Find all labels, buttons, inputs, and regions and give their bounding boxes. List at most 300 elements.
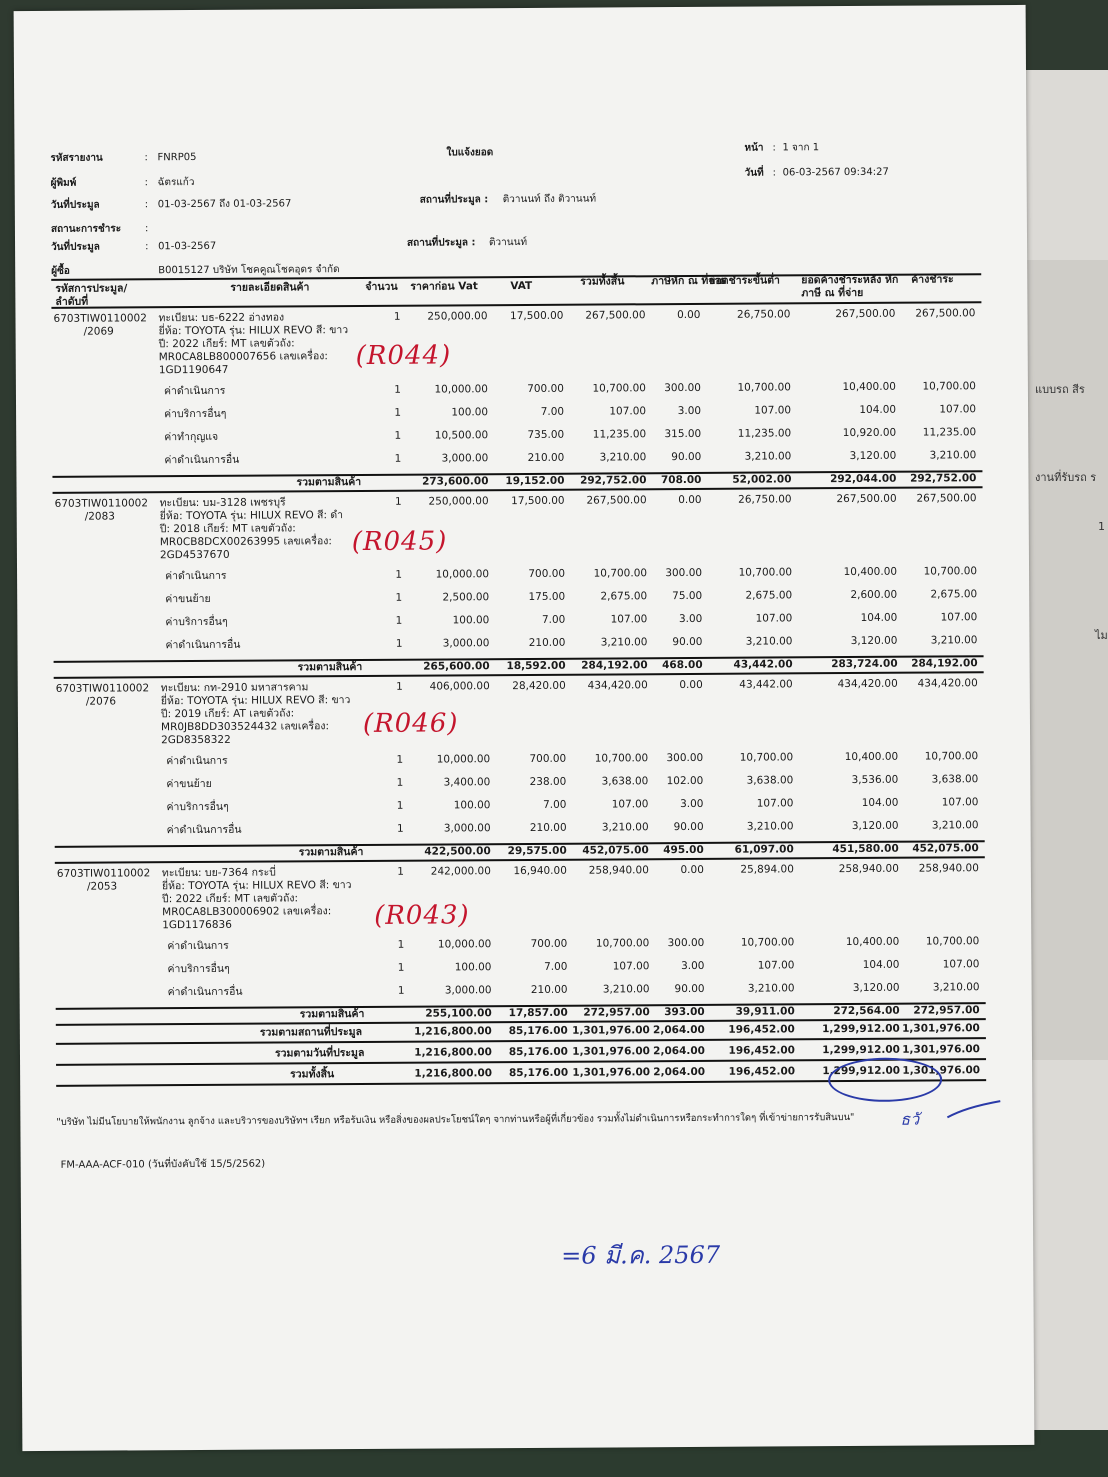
- table-cell: 10,700.00: [923, 565, 978, 578]
- lot-seq: /2053: [86, 880, 118, 893]
- table-cell: 16,940.00: [513, 864, 567, 878]
- table-cell: 43,442.00: [733, 658, 793, 671]
- table-cell: 196,452.00: [728, 1065, 796, 1078]
- table-cell: 10,700.00: [925, 935, 980, 948]
- table-cell: 107.00: [757, 959, 795, 972]
- lot-seq: /2069: [83, 325, 114, 338]
- table-cell: 3,210.00: [602, 983, 650, 996]
- table-cell: 104.00: [860, 611, 898, 624]
- column-header: ยอดชำระขั้นต่ำ: [709, 274, 780, 287]
- lot-description-line: MR0JB8DD303524432 เลขเครื่อง:: [160, 720, 330, 734]
- table-cell: 0.00: [680, 863, 704, 877]
- lot-code: 6703TIW0110002: [54, 497, 149, 510]
- table-cell: 10,400.00: [844, 750, 899, 764]
- table-cell: 90.00: [673, 820, 704, 834]
- table-cell: 283,724.00: [831, 657, 898, 671]
- table-cell: 52,002.00: [732, 473, 792, 486]
- table-cell: 434,420.00: [837, 677, 898, 691]
- table-cell: 100.00: [453, 799, 491, 812]
- location-range: ติวานนท์ ถึง ติวานนท์: [502, 193, 597, 206]
- table-cell: 107.00: [942, 958, 980, 971]
- table-cell: 7.00: [541, 613, 566, 626]
- table-cell: 265,600.00: [423, 660, 490, 673]
- table-cell: 1: [396, 822, 404, 835]
- table-cell: 1: [396, 799, 404, 812]
- table-cell: 238.00: [529, 775, 567, 788]
- table-cell: 107.00: [612, 960, 650, 973]
- table-cell: 90.00: [674, 982, 705, 996]
- subtotal-label: รวมตามสินค้า: [298, 845, 364, 859]
- column-header: รหัสการประมูล/ ลำดับที่: [55, 282, 128, 308]
- table-cell: 1: [394, 406, 402, 419]
- table-cell: 300.00: [666, 751, 704, 765]
- table-cell: 210.00: [528, 636, 566, 649]
- table-cell: 434,420.00: [587, 679, 648, 692]
- report-code: FNRP05: [157, 151, 197, 164]
- fee-item-name: ค่าดำเนินการ: [166, 754, 228, 768]
- table-cell: 1: [394, 495, 402, 508]
- table-cell: 300.00: [665, 566, 703, 580]
- table-cell: 2,600.00: [850, 588, 898, 602]
- table-cell: 700.00: [528, 567, 566, 580]
- table-cell: 2,064.00: [653, 1065, 706, 1079]
- table-cell: 434,420.00: [917, 677, 978, 690]
- lot-description-line: 2GD8358322: [161, 733, 231, 747]
- table-cell: 422,500.00: [424, 845, 491, 858]
- table-cell: 273,600.00: [422, 475, 489, 488]
- table-cell: 1,299,912.00: [822, 1064, 901, 1078]
- table-cell: 1: [396, 680, 403, 693]
- lot-description-line: ทะเบียน: บย-7364 กระบี่: [161, 866, 276, 880]
- table-cell: 452,075.00: [582, 844, 649, 857]
- column-header: รวมทั้งสิ้น: [580, 275, 625, 288]
- table-cell: 3,210.00: [929, 449, 977, 462]
- page-title: ใบแจ้งยอด: [446, 147, 494, 159]
- table-cell: 3,210.00: [746, 820, 794, 833]
- location2: ติวานนท์: [489, 236, 528, 249]
- table-cell: 17,500.00: [511, 494, 565, 508]
- table-cell: 1: [395, 568, 403, 581]
- table-cell: 2,064.00: [653, 1044, 706, 1058]
- table-cell: 1,216,800.00: [414, 1067, 493, 1080]
- table-cell: 104.00: [859, 403, 897, 416]
- location2-label: สถานที่ประมูล :: [407, 237, 476, 249]
- table-cell: 10,700.00: [595, 937, 650, 950]
- table-cell: 26,750.00: [738, 493, 792, 506]
- table-cell: 7.00: [544, 960, 568, 973]
- table-cell: 1: [397, 961, 405, 974]
- table-cell: 10,400.00: [845, 935, 900, 949]
- table-cell: 1: [393, 310, 401, 323]
- table-cell: 1,216,800.00: [414, 1046, 493, 1059]
- table-cell: 10,400.00: [843, 565, 898, 579]
- table-cell: 452,075.00: [912, 842, 979, 855]
- table-cell: 85,176.00: [508, 1045, 569, 1059]
- table-cell: 10,700.00: [740, 936, 795, 949]
- table-cell: 90.00: [672, 635, 703, 649]
- handwritten-initials: ธวั: [900, 1109, 920, 1129]
- table-cell: 267,500.00: [586, 494, 647, 507]
- table-cell: 100.00: [451, 406, 489, 419]
- fee-item-name: ค่าดำเนินการอื่น: [167, 985, 243, 999]
- table-cell: 10,500.00: [434, 429, 489, 442]
- table-cell: 468.00: [662, 658, 703, 672]
- table-cell: 393.00: [664, 1005, 705, 1019]
- table-cell: 7.00: [543, 798, 567, 811]
- table-cell: 1: [394, 429, 402, 442]
- table-cell: 2,064.00: [652, 1023, 705, 1037]
- auction-date-label: วันที่ประมูล: [50, 199, 100, 211]
- fee-item-name: ค่าทำกุญแจ: [164, 430, 219, 444]
- lot-seq: /2083: [84, 510, 116, 523]
- bg-fragment: แบบรถ สีร: [1035, 383, 1085, 396]
- table-cell: 11,235.00: [922, 426, 977, 439]
- table-cell: 1,299,912.00: [822, 1043, 901, 1057]
- table-cell: 1: [395, 591, 403, 604]
- lot-description-line: ทะเบียน: บม-3128 เพชรบุรี: [159, 496, 286, 510]
- buyer-name: B0015127 บริษัท โชคคูณโชคอุดร จำกัด: [158, 264, 340, 277]
- fee-item-name: ค่าบริการอื่นๆ: [164, 407, 227, 421]
- table-cell: 292,752.00: [910, 472, 977, 485]
- fee-item-name: ค่าดำเนินการอื่น: [164, 453, 240, 467]
- table-cell: 3,120.00: [852, 981, 900, 994]
- table-cell: 102.00: [666, 774, 704, 788]
- table-cell: 1: [397, 984, 405, 997]
- table-cell: 3,210.00: [932, 981, 980, 994]
- table-cell: 284,192.00: [911, 657, 978, 670]
- column-header: VAT: [510, 279, 533, 293]
- statement-paper: [14, 5, 1035, 1451]
- table-cell: 1: [397, 865, 404, 878]
- table-cell: 25,894.00: [740, 863, 794, 876]
- table-cell: 10,700.00: [592, 382, 646, 395]
- table-cell: 3,120.00: [849, 449, 897, 463]
- table-cell: 43,442.00: [739, 678, 793, 691]
- table-cell: 17,857.00: [508, 1006, 568, 1020]
- lot-code: 6703TIW0110002: [55, 682, 150, 695]
- grand-total-label: รวมตามสถานที่ประมูล: [259, 1025, 363, 1039]
- table-cell: 406,000.00: [429, 680, 490, 693]
- table-cell: 10,700.00: [594, 752, 649, 765]
- table-cell: 292,044.00: [830, 472, 897, 486]
- table-cell: 100.00: [452, 614, 490, 627]
- column-header: ยอดค้างชำระหลัง หักภาษี ณ ที่จ่าย: [801, 273, 899, 300]
- fee-item-name: ค่าขนย้าย: [166, 777, 212, 791]
- table-cell: 700.00: [527, 382, 564, 395]
- table-cell: 18,592.00: [506, 659, 566, 673]
- table-cell: 495.00: [663, 843, 704, 857]
- page-value: 1 จาก 1: [782, 142, 820, 154]
- colon: :: [144, 152, 148, 164]
- table-cell: 300.00: [667, 936, 705, 950]
- table-cell: 258,940.00: [588, 864, 649, 877]
- payment-status-label: สถานะการชำระ: [50, 223, 122, 235]
- colon: :: [144, 199, 149, 211]
- bg-fragment: งานที่รับรถ ร: [1035, 471, 1097, 484]
- table-cell: 29,575.00: [507, 844, 567, 858]
- table-cell: 451,580.00: [832, 842, 899, 856]
- table-cell: 3,638.00: [746, 774, 794, 787]
- table-cell: 3,210.00: [600, 636, 648, 649]
- table-cell: 2,500.00: [442, 591, 490, 604]
- colon: :: [772, 142, 776, 154]
- table-cell: 267,500.00: [585, 309, 646, 322]
- table-cell: 3,210.00: [599, 451, 647, 464]
- table-cell: 107.00: [611, 798, 649, 811]
- fee-item-name: ค่าดำเนินการอื่น: [165, 638, 241, 652]
- print-date: 06-03-2567 09:34:27: [782, 166, 889, 179]
- table-cell: 1,216,800.00: [414, 1025, 492, 1038]
- table-cell: 7.00: [540, 405, 565, 418]
- table-cell: 1: [395, 637, 403, 650]
- table-cell: 196,452.00: [728, 1044, 796, 1057]
- table-cell: 0.00: [677, 308, 701, 322]
- colon: :: [772, 167, 777, 179]
- lot-description-line: ปี: 2022 เกียร์: MT เลขตัวถัง:: [158, 337, 295, 351]
- table-cell: 28,420.00: [512, 679, 566, 693]
- table-cell: 300.00: [664, 381, 701, 395]
- buyer-label: ผู้ซื้อ: [51, 265, 70, 277]
- table-cell: 1: [397, 938, 405, 951]
- table-cell: 1,301,976.00: [902, 1064, 981, 1077]
- table-cell: 0.00: [679, 678, 703, 692]
- column-header: รายละเอียดสินค้า: [230, 281, 310, 294]
- report-header: [14, 5, 1026, 277]
- table-cell: 2,675.00: [600, 590, 648, 603]
- table-cell: 3.00: [680, 797, 704, 811]
- table-cell: 175.00: [528, 590, 566, 603]
- table-cell: 210.00: [529, 821, 567, 834]
- table-cell: 255,100.00: [425, 1007, 492, 1020]
- lot-description-line: ปี: 2019 เกียร์: AT เลขตัวถัง:: [160, 707, 295, 721]
- table-cell: 3.00: [678, 612, 703, 626]
- table-cell: 267,500.00: [835, 307, 896, 321]
- table-cell: 10,000.00: [437, 938, 492, 951]
- table-cell: 3,000.00: [444, 984, 492, 997]
- table-cell: 1: [394, 452, 402, 465]
- table-cell: 2,675.00: [745, 589, 793, 602]
- table-cell: 250,000.00: [428, 495, 489, 508]
- lot-description-line: 2GD4537670: [159, 548, 230, 562]
- printer-name: ฉัตรแก้ว: [157, 177, 195, 189]
- fee-item-name: ค่าบริการอื่นๆ: [167, 962, 230, 976]
- table-cell: 3,120.00: [850, 634, 898, 648]
- table-cell: 210.00: [530, 983, 568, 996]
- table-cell: 1,301,976.00: [572, 1024, 650, 1037]
- table-cell: 10,700.00: [922, 380, 976, 393]
- table-cell: 107.00: [939, 403, 977, 416]
- table-cell: 1,301,976.00: [902, 1043, 981, 1056]
- colon: :: [144, 223, 149, 235]
- table-cell: 107.00: [940, 611, 978, 624]
- column-header: ค้างชำระ: [911, 273, 954, 286]
- table-cell: 19,152.00: [505, 474, 565, 488]
- location-label: สถานที่ประมูล :: [419, 194, 489, 206]
- table-cell: 3,210.00: [744, 450, 792, 463]
- fee-item-name: ค่าดำเนินการ: [165, 569, 227, 583]
- fee-item-name: ค่าบริการอื่นๆ: [165, 615, 228, 629]
- colon: :: [144, 177, 149, 189]
- table-cell: 90.00: [671, 450, 702, 464]
- lot-description-line: MR0CB8DCX00263995 เลขเครื่อง:: [159, 535, 332, 549]
- table-cell: 267,500.00: [916, 492, 977, 505]
- table-cell: 3,210.00: [931, 819, 979, 832]
- table-cell: 1,301,976.00: [572, 1045, 651, 1058]
- table-cell: 3,120.00: [851, 819, 899, 832]
- handwritten-date: =6 มี.ค. 2567: [561, 1240, 721, 1270]
- table-cell: 10,400.00: [842, 380, 896, 394]
- printer-label: ผู้พิมพ์: [50, 177, 77, 189]
- table-cell: 272,957.00: [913, 1004, 980, 1017]
- subtotal-label: รวมตามสินค้า: [297, 660, 363, 674]
- table-cell: 196,452.00: [728, 1023, 795, 1036]
- table-cell: 107.00: [610, 613, 648, 626]
- table-cell: 210.00: [527, 451, 565, 464]
- grand-total-label: รวมทั้งสิ้น: [290, 1068, 335, 1081]
- table-cell: 3,638.00: [931, 773, 979, 786]
- table-cell: 10,700.00: [924, 750, 979, 763]
- colon: :: [145, 241, 149, 253]
- table-cell: 272,957.00: [583, 1006, 650, 1019]
- table-cell: 26,750.00: [736, 308, 791, 321]
- table-cell: 3,210.00: [745, 635, 793, 648]
- highlight-circle: [828, 1057, 942, 1102]
- table-cell: 3.00: [681, 959, 705, 973]
- column-header: ภาษีหัก ณ ที่จ่าย: [651, 274, 727, 288]
- table-cell: 1: [394, 383, 401, 396]
- table-cell: 107.00: [756, 797, 794, 810]
- table-cell: 11,235.00: [737, 427, 792, 440]
- table-cell: 10,700.00: [593, 567, 648, 580]
- lot-description-line: ทะเบียน: บธ-6222 อ่างทอง: [158, 311, 285, 325]
- table-cell: 3,536.00: [851, 773, 899, 786]
- table-cell: 10,920.00: [842, 426, 897, 440]
- grand-total-label: รวมตามวันที่ประมูล: [274, 1046, 365, 1060]
- table-cell: 0.00: [678, 493, 702, 507]
- form-code: FM-AAA-ACF-010 (วันที่บังคับใช้ 15/5/2562): [60, 1158, 266, 1171]
- auction-date2: 01-03-2567: [158, 240, 217, 253]
- table-cell: 3,638.00: [601, 775, 649, 788]
- auction-date-range: 01-03-2567 ถึง 01-03-2567: [157, 198, 292, 211]
- table-cell: 1,299,912.00: [822, 1022, 900, 1036]
- report-code-label: รหัสรายงาน: [50, 152, 103, 164]
- signature-stroke: [945, 1097, 1005, 1127]
- table-cell: 10,000.00: [435, 568, 490, 581]
- table-cell: 258,940.00: [918, 862, 979, 875]
- table-cell: 61,097.00: [734, 843, 794, 856]
- table-cell: 258,940.00: [838, 862, 899, 876]
- lot-description-line: ปี: 2022 เกียร์: MT เลขตัวถัง:: [162, 892, 299, 906]
- table-cell: 17,500.00: [509, 309, 564, 323]
- lot-description-line: ยี่ห้อ: TOYOTA รุ่น: HILUX REVO สี: ขาว: [161, 879, 352, 893]
- table-cell: 100.00: [454, 961, 492, 974]
- table-cell: 10,000.00: [436, 753, 491, 766]
- table-cell: 284,192.00: [581, 659, 648, 672]
- table-cell: 3,000.00: [441, 452, 489, 465]
- handwritten-lot-note: (R044): [355, 340, 452, 372]
- lot-seq: /2076: [85, 695, 117, 708]
- lot-description-line: ทะเบียน: กท-2910 มหาสารคาม: [160, 681, 309, 695]
- table-cell: 3,000.00: [442, 637, 490, 650]
- table-cell: 1: [395, 614, 403, 627]
- table-cell: 700.00: [530, 937, 568, 950]
- table-cell: 250,000.00: [427, 310, 488, 323]
- table-cell: 267,500.00: [915, 307, 976, 320]
- lot-description-line: MR0CA8LB800007656 เลขเครื่อง:: [158, 350, 328, 364]
- table-cell: 39,911.00: [735, 1005, 795, 1018]
- table-cell: 107.00: [754, 404, 792, 417]
- footer-note: "บริษัท ไม่มีนโยบายให้พนักงาน ลูกจ้าง และบริวารของบริษัทฯ เรียก หรือรับเงิน หรือสิ่งของผลประโยชน์ใดๆ จากท่านหรือผู้ที่เกี่ยวข้อง รวมทั้งไม่ดำเนินการหรือกระทำการใดๆ ที่เข้าข่ายการรับสินบน": [56, 1111, 855, 1128]
- lot-description-line: MR0CA8LB300006902 เลขเครื่อง:: [162, 905, 332, 919]
- lot-code: 6703TIW0110002: [56, 867, 151, 880]
- table-cell: 3,400.00: [443, 776, 491, 789]
- subtotal-label: รวมตามสินค้า: [296, 475, 362, 489]
- column-header: ราคาก่อน Vat: [410, 280, 478, 293]
- table-cell: 11,235.00: [592, 428, 647, 441]
- table-cell: 1: [396, 776, 404, 789]
- table-cell: 3.00: [677, 404, 702, 418]
- table-cell: 315.00: [664, 427, 702, 441]
- fee-item-name: ค่าขนย้าย: [165, 592, 211, 606]
- table-cell: 107.00: [609, 405, 647, 418]
- table-cell: 10,000.00: [434, 383, 488, 396]
- table-cell: 3,000.00: [443, 822, 491, 835]
- table-cell: 292,752.00: [580, 474, 647, 487]
- table-cell: 107.00: [941, 796, 979, 809]
- table-cell: 735.00: [527, 428, 565, 441]
- bg-fragment: 1: [1098, 520, 1105, 533]
- table-cell: 75.00: [672, 589, 703, 603]
- table-cell: 1,301,976.00: [902, 1022, 980, 1035]
- fee-item-name: ค่าดำเนินการอื่น: [166, 823, 242, 837]
- table-cell: 267,500.00: [836, 492, 897, 506]
- table-cell: 242,000.00: [430, 865, 491, 878]
- fee-item-name: ค่าดำเนินการ: [167, 939, 229, 953]
- table-cell: 104.00: [862, 958, 900, 971]
- lot-description-line: ปี: 2018 เกียร์: MT เลขตัวถัง:: [159, 522, 296, 536]
- auction-date2-label: วันที่ประมูล: [51, 241, 100, 253]
- table-cell: 10,700.00: [739, 751, 794, 764]
- table-cell: 107.00: [755, 612, 793, 625]
- table-cell: 1: [396, 753, 404, 766]
- fee-item-name: ค่าบริการอื่นๆ: [166, 800, 229, 814]
- table-cell: 10,700.00: [738, 566, 793, 579]
- lot-description-line: ยี่ห้อ: TOYOTA รุ่น: HILUX REVO สี: ขาว: [158, 324, 349, 338]
- table-cell: 10,700.00: [737, 381, 791, 394]
- table-cell: 104.00: [861, 796, 899, 809]
- print-date-label: วันที่: [744, 167, 764, 179]
- subtotal-label: รวมตามสินค้า: [299, 1007, 365, 1021]
- column-header: จำนวน: [365, 280, 398, 293]
- table-cell: 272,564.00: [833, 1004, 900, 1018]
- table-cell: 85,176.00: [508, 1024, 568, 1038]
- table-cell: 85,176.00: [508, 1066, 569, 1080]
- lot-description-line: 1GD1176836: [162, 918, 232, 932]
- handwritten-lot-note: (R046): [362, 708, 459, 739]
- lot-description-line: 1GD1190647: [158, 363, 229, 377]
- table-cell: 3,210.00: [930, 634, 978, 647]
- table-cell: 1,301,976.00: [572, 1066, 651, 1079]
- fee-item-name: ค่าดำเนินการ: [163, 384, 226, 398]
- table-cell: 3,210.00: [747, 982, 795, 995]
- handwritten-lot-note: (R045): [351, 526, 448, 558]
- bg-fragment: ไม: [1095, 629, 1108, 642]
- table-cell: 3,210.00: [601, 821, 649, 834]
- page-label: หน้า: [744, 142, 764, 154]
- lot-description-line: ยี่ห้อ: TOYOTA รุ่น: HILUX REVO สี: ขาว: [160, 694, 351, 708]
- lot-code: 6703TIW0110002: [53, 312, 147, 325]
- table-cell: 2,675.00: [930, 588, 978, 601]
